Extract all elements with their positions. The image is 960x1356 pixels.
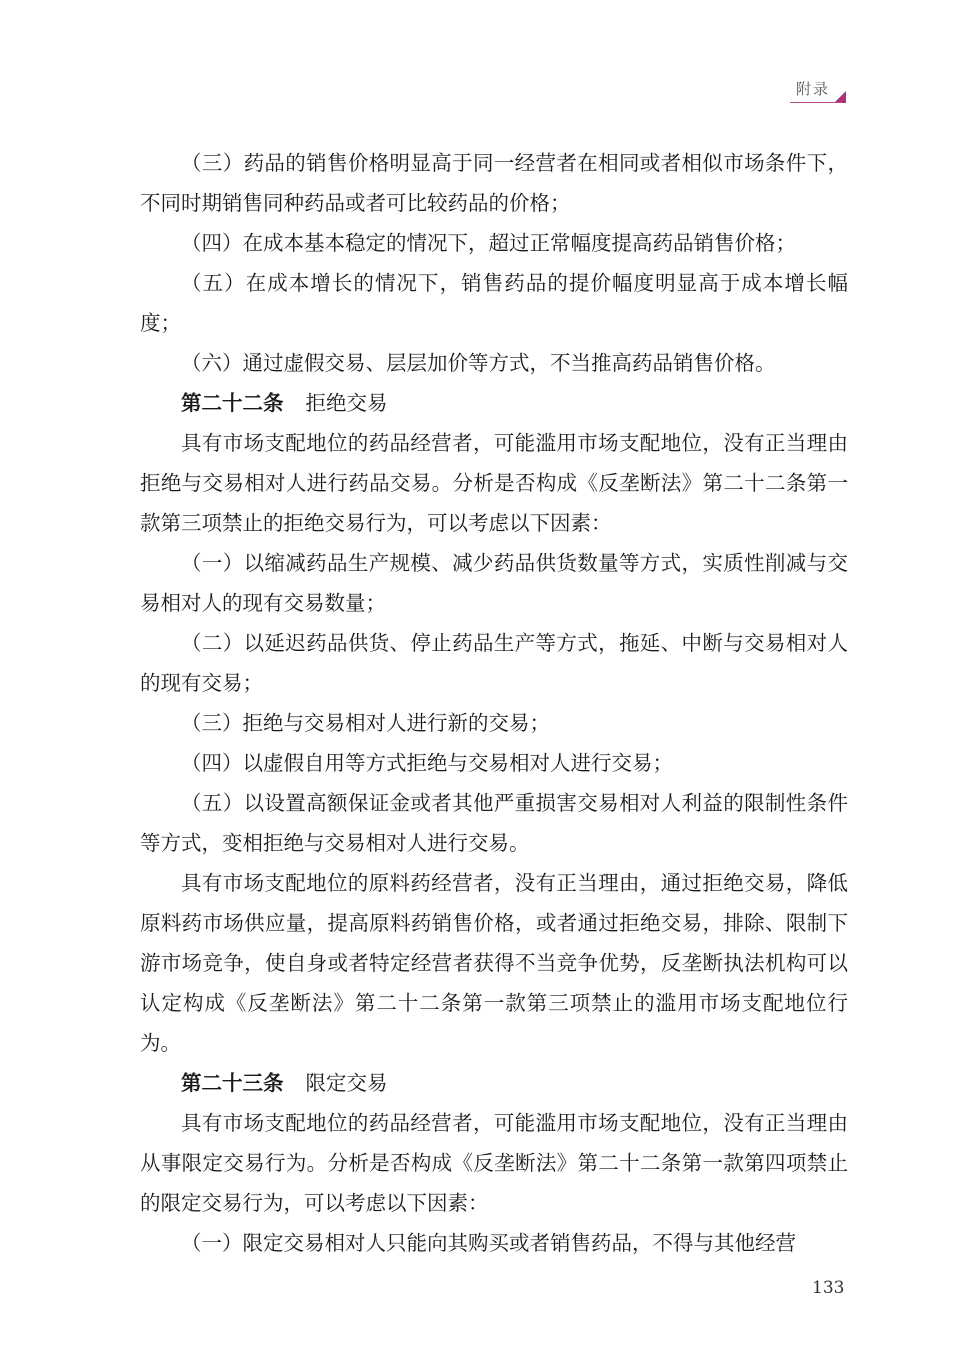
paragraph-item: （一）限定交易相对人只能向其购买或者销售药品，不得与其他经营 <box>181 1231 796 1255</box>
article-heading <box>140 383 848 423</box>
running-head-label: 附录 <box>796 80 831 98</box>
page-body <box>140 143 848 1263</box>
article-title: 拒绝交易 <box>305 391 388 415</box>
paragraph-item: （五）以设置高额保证金或者其他严重损害交易相对人利益的限制性条件等方式，变相拒绝与交易相对人进行交易。 <box>140 791 848 855</box>
paragraph-body: 具有市场支配地位的药品经营者，可能滥用市场支配地位，没有正当理由拒绝与交易相对人进行药品交易。分析是否构成《反垄断法》第二十二条第一款第三项禁止的拒绝交易行为，可以考虑以下因素： <box>140 431 848 535</box>
paragraph-item: （三）药品的销售价格明显高于同一经营者在相同或者相似市场条件下，不同时期销售同种药品或者可比较药品的价格； <box>140 151 848 215</box>
article-number: 第二十三条 <box>181 1071 284 1095</box>
paragraph-item: （四）以虚假自用等方式拒绝与交易相对人进行交易； <box>181 751 673 775</box>
paragraph-body: 具有市场支配地位的药品经营者，可能滥用市场支配地位，没有正当理由从事限定交易行为。分析是否构成《反垄断法》第二十二条第一款第四项禁止的限定交易行为，可以考虑以下因素： <box>140 1111 848 1215</box>
article-number: 第二十二条 <box>181 391 284 415</box>
paragraph-item: （四）在成本基本稳定的情况下，超过正常幅度提高药品销售价格； <box>181 231 796 255</box>
paragraph-item: （六）通过虚假交易、层层加价等方式，不当推高药品销售价格。 <box>181 351 776 375</box>
paragraph-item: （二）以延迟药品供货、停止药品生产等方式，拖延、中断与交易相对人的现有交易； <box>140 631 848 695</box>
paragraph-item: （一）以缩减药品生产规模、减少药品供货数量等方式，实质性削减与交易相对人的现有交易数量； <box>140 551 848 615</box>
article-title: 限定交易 <box>305 1071 388 1095</box>
paragraph-body: 具有市场支配地位的原料药经营者，没有正当理由，通过拒绝交易，降低原料药市场供应量，提高原料药销售价格，或者通过拒绝交易，排除、限制下游市场竞争，使自身或者特定经营者获得不当竞争优势，反垄断执法机构可以认定构成《反垄断法》第二十二条第一款第三项禁止的滥用市场支配地位行为。 <box>140 871 848 1055</box>
running-head <box>790 72 850 112</box>
running-head-rule <box>790 102 842 103</box>
paragraph-item: （五）在成本增长的情况下，销售药品的提价幅度明显高于成本增长幅度； <box>140 271 848 335</box>
page-number: 133 <box>812 1278 845 1298</box>
article-heading <box>140 1063 848 1103</box>
paragraph-item: （三）拒绝与交易相对人进行新的交易； <box>181 711 550 735</box>
